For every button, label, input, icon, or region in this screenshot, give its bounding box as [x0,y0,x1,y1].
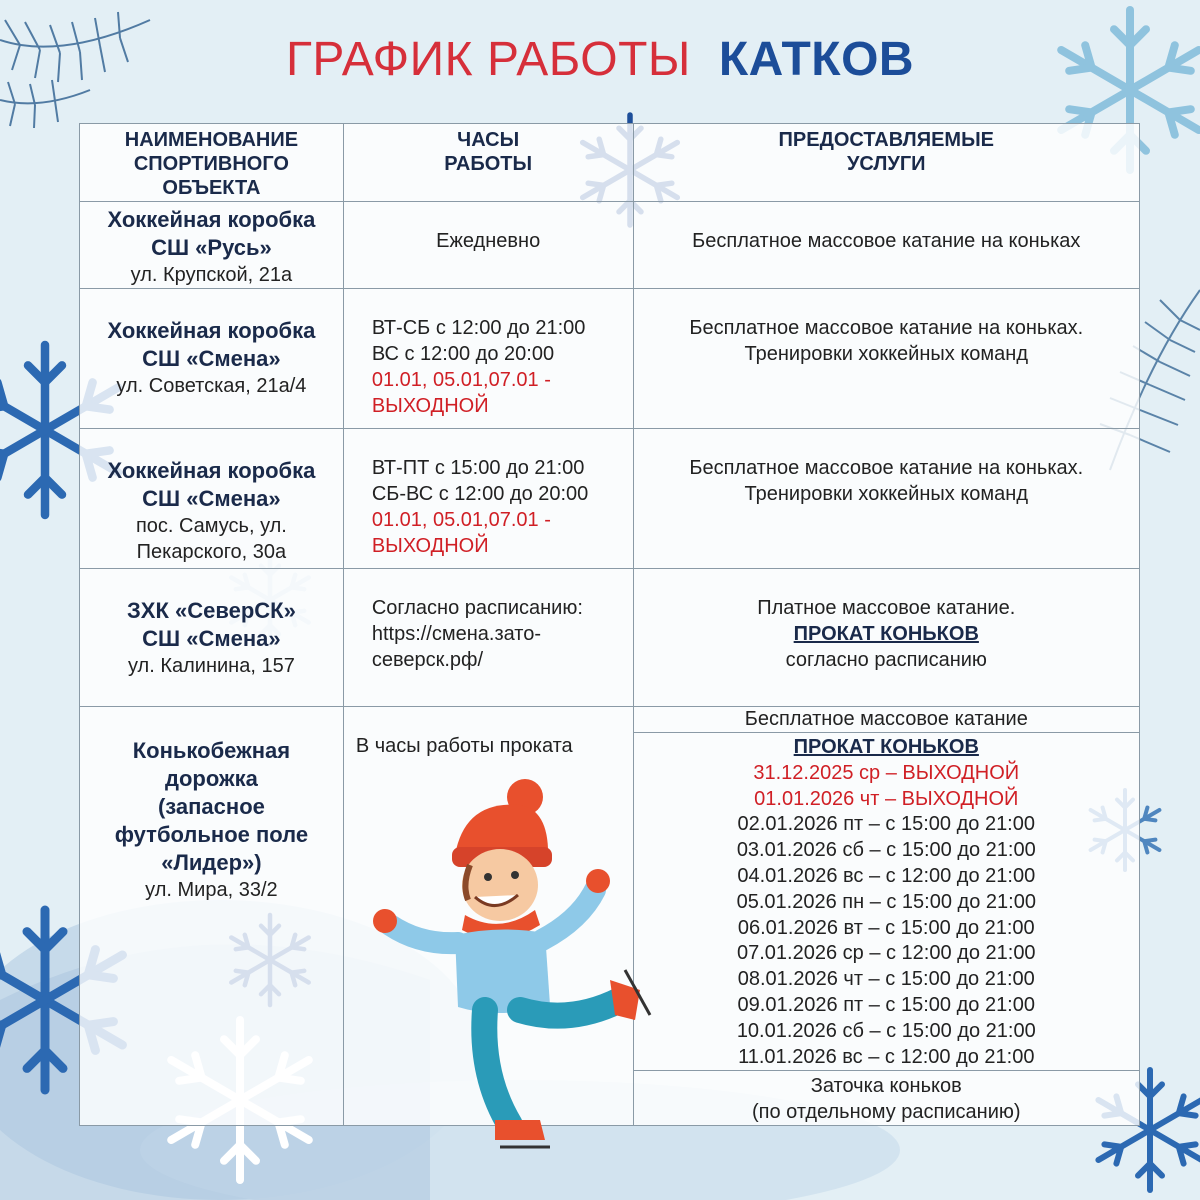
facility-address: пос. Самусь, ул. [135,515,287,537]
facility-name: Конькобежная [132,738,291,763]
schedule-link[interactable]: северск.рф/ [371,649,484,671]
facility-name: СШ «Смена» [142,626,281,651]
facility-name: Хоккейная коробка [107,458,316,483]
rental-day: 05.01.2026 пн – с 15:00 до 21:00 [736,890,1036,913]
facility-cell [80,707,344,1126]
header-line: ОБЪЕКТА [162,177,261,199]
holiday-line: 31.12.2025 ср – ВЫХОДНОЙ [753,761,1020,784]
facility-name: СШ «Смена» [142,346,281,371]
holiday-line: ВЫХОДНОЙ [371,535,489,557]
header-services [633,124,1139,202]
service-line: согласно расписанию [785,649,987,671]
rental-day: 02.01.2026 пт – с 15:00 до 21:00 [737,813,1035,836]
facility-name: СШ «Русь» [151,235,272,260]
hours-line: Ежедневно [436,230,541,252]
services-cell [633,707,1139,1126]
facility-name: СШ «Смена» [142,486,281,511]
services-cell [633,429,1139,569]
rental-day: 03.01.2026 сб – с 15:00 до 21:00 [736,839,1036,862]
holiday-line: ВЫХОДНОЙ [371,395,489,417]
service-line: Бесплатное массовое катание на коньках. [689,317,1084,339]
skate-rental-heading: ПРОКАТ КОНЬКОВ [793,623,979,645]
page-title [0,32,1200,87]
title-part2: КАТКОВ [718,33,915,86]
service-line: (по отдельному расписанию) [752,1101,1021,1123]
header-line: СПОРТИВНОГО [133,153,289,175]
hours-line: В часы работы проката [355,735,573,757]
holiday-line: 01.01.2026 чт – ВЫХОДНОЙ [754,787,1019,810]
services-cell [633,202,1139,289]
facility-cell [80,202,344,289]
rental-day: 09.01.2026 пт – с 15:00 до 21:00 [737,993,1035,1016]
services-cell [633,289,1139,429]
hours-cell [343,429,633,569]
header-line: НАИМЕНОВАНИЕ [124,129,299,151]
facility-name: Хоккейная коробка [107,318,316,343]
facility-name: дорожка [164,766,258,791]
skater-illustration [370,775,660,1160]
hours-cell [343,202,633,289]
facility-address: ул. Мира, 33/2 [145,879,278,901]
service-line: Платное массовое катание. [757,597,1016,619]
header-line: УСЛУГИ [846,153,926,175]
header-hours [343,124,633,202]
hours-line: ВТ-ПТ с 15:00 до 21:00 [371,457,585,479]
rental-schedule-subcell [634,733,1139,1071]
rental-day: 04.01.2026 вс – с 12:00 до 21:00 [737,864,1036,887]
facility-name: футбольное поле [114,822,309,847]
header-line: ПРЕДОСТАВЛЯЕМЫЕ [778,129,995,151]
table-row [80,569,1140,707]
facility-address: Пекарского, 30а [136,541,287,563]
skate-rental-heading: ПРОКАТ КОНЬКОВ [793,736,979,758]
facility-address: ул. Калинина, 157 [128,655,295,677]
hours-cell [343,289,633,429]
rental-day: 10.01.2026 сб – с 15:00 до 21:00 [736,1019,1036,1042]
service-line: Бесплатное массовое катание [744,708,1028,730]
service-line: Бесплатное массовое катание на коньках [692,230,1081,252]
facility-address: ул. Советская, 21а/4 [116,375,307,397]
holiday-line: 01.01, 05.01,07.01 - [371,369,551,391]
service-line: Тренировки хоккейных команд [744,343,1029,365]
hours-cell [343,569,633,707]
table-row [80,429,1140,569]
hours-line: ВТ-СБ с 12:00 до 21:00 [371,317,586,339]
header-line: ЧАСЫ [457,129,520,151]
table-row [80,289,1140,429]
header-facility [80,124,344,202]
facility-name: Хоккейная коробка [107,207,316,232]
holiday-line: 01.01, 05.01,07.01 - [371,509,551,531]
header-line: РАБОТЫ [444,153,533,175]
facility-cell [80,289,344,429]
hours-line: СБ-ВС с 12:00 до 20:00 [371,483,589,505]
hours-line: Согласно расписанию: [371,597,583,619]
schedule-link[interactable]: https://смена.зато- [371,623,542,645]
free-skating-subcell [634,707,1139,733]
service-line: Бесплатное массовое катание на коньках. [689,457,1084,479]
service-line: Заточка коньков [810,1075,962,1097]
rental-day: 08.01.2026 чт – с 15:00 до 21:00 [737,968,1035,991]
facility-cell [80,429,344,569]
rental-day: 11.01.2026 вс – с 12:00 до 21:00 [738,1045,1035,1068]
facility-name: (запасное [157,794,265,819]
facility-name: «Лидер») [161,850,262,875]
hours-line: ВС с 12:00 до 20:00 [371,343,555,365]
facility-name: ЗХК «СеверСК» [127,598,296,623]
facility-cell [80,569,344,707]
sharpening-subcell [634,1071,1139,1125]
service-line: Тренировки хоккейных команд [744,483,1029,505]
rental-day: 06.01.2026 вт – с 15:00 до 21:00 [737,916,1035,939]
table-row [80,202,1140,289]
facility-address: ул. Крупской, 21а [130,264,293,286]
services-cell [633,569,1139,707]
table-header-row [80,124,1140,202]
rental-day: 07.01.2026 ср – с 12:00 до 21:00 [736,942,1036,965]
title-part1: ГРАФИК РАБОТЫ [285,33,691,86]
